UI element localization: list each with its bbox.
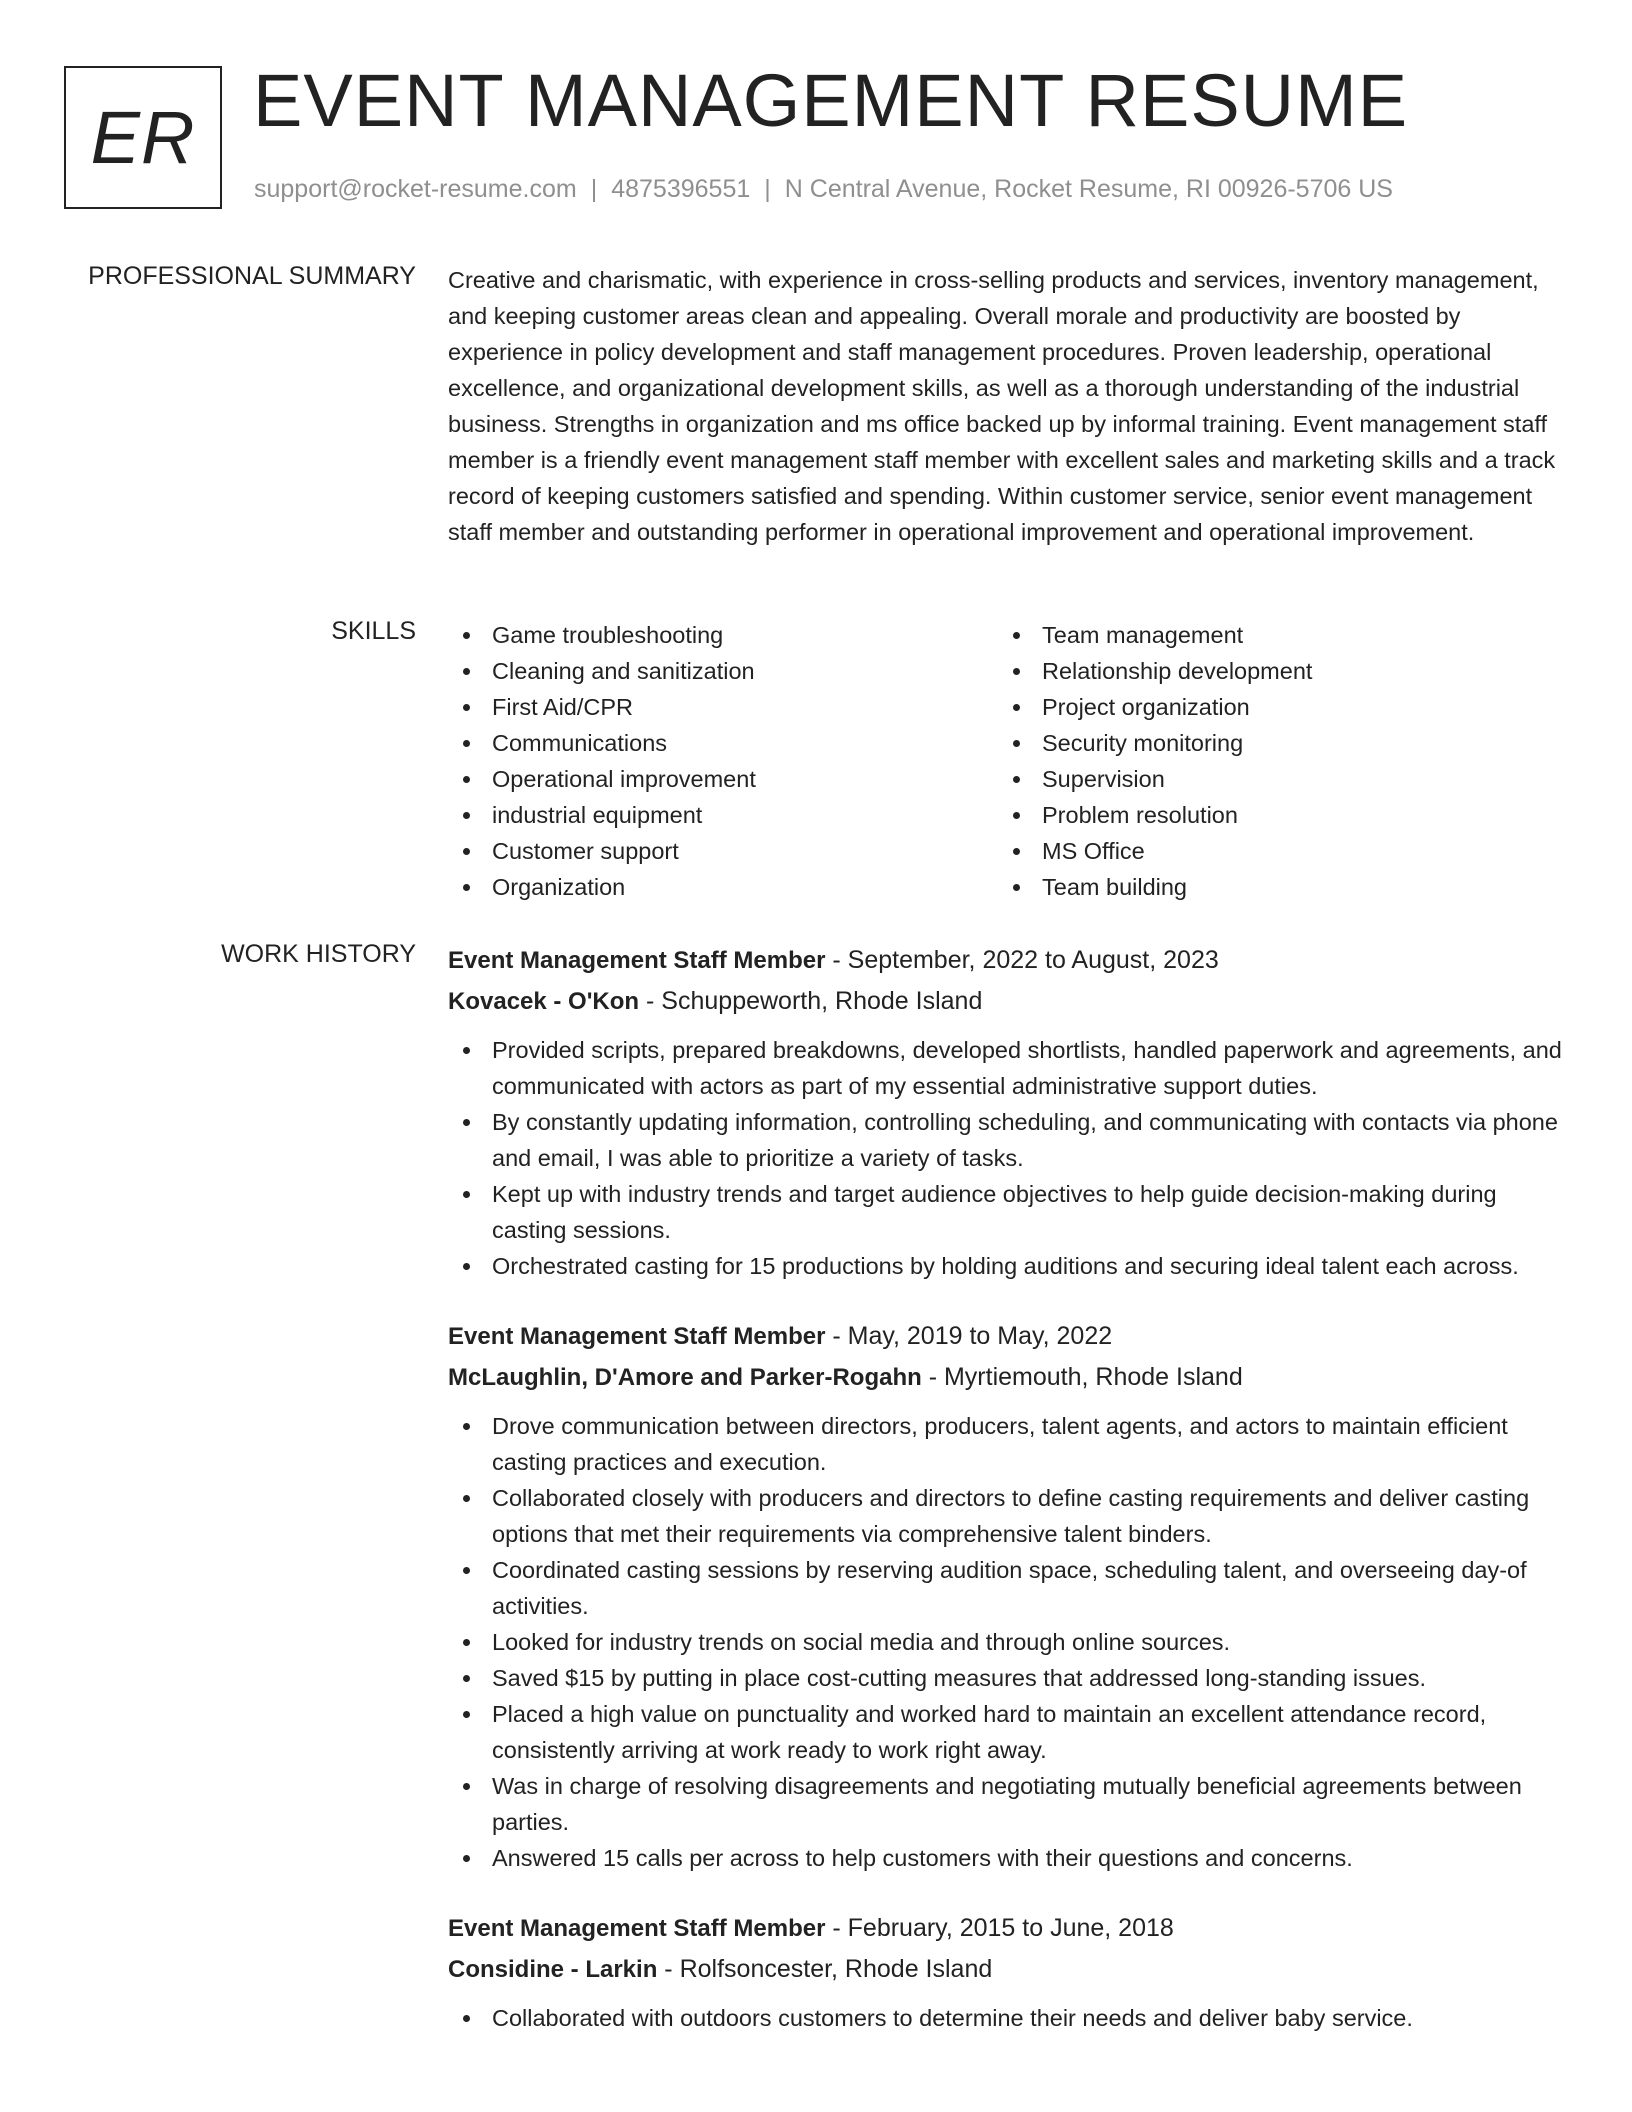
job-title-line <box>448 1908 1568 1949</box>
contact-email[interactable]: support@rocket-resume.com <box>254 175 577 203</box>
job-dates: - February, 2015 to June, 2018 <box>825 1914 1174 1942</box>
contact-separator: | <box>590 175 598 203</box>
skills-list-left <box>448 617 998 905</box>
job-role: Event Management Staff Member <box>448 947 826 974</box>
job-bullets <box>448 1032 1568 1284</box>
skill-item: Cleaning and sanitization <box>448 653 998 689</box>
job-role: Event Management Staff Member <box>448 1323 826 1350</box>
job-location: - Rolfsoncester, Rhode Island <box>657 1955 993 1983</box>
skills-heading: SKILLS <box>331 617 416 645</box>
job-bullet: Placed a high value on punctuality and worked hard to maintain an excellent attendance record, consistently arriving at work ready to work right away. <box>448 1696 1568 1768</box>
contact-line <box>254 175 1393 204</box>
job-bullet: Provided scripts, prepared breakdowns, developed shortlists, handled paperwork and agreements, and communicated with actors as part of my essential administrative support duties. <box>448 1032 1568 1104</box>
job-location: - Myrtiemouth, Rhode Island <box>921 1363 1243 1391</box>
job-entry <box>448 1316 1568 1876</box>
job-company-line <box>448 981 1568 1022</box>
job-bullet: Looked for industry trends on social media and through online sources. <box>448 1624 1568 1660</box>
skills-list-right <box>998 617 1548 905</box>
skill-item: Problem resolution <box>998 797 1548 833</box>
skill-item: Communications <box>448 725 998 761</box>
summary-heading: PROFESSIONAL SUMMARY <box>88 262 416 290</box>
skill-item: Security monitoring <box>998 725 1548 761</box>
job-dates: - September, 2022 to August, 2023 <box>825 946 1219 974</box>
job-location: - Schuppeworth, Rhode Island <box>639 987 983 1015</box>
monogram-initials: ER <box>90 96 196 179</box>
job-company-line <box>448 1357 1568 1398</box>
skill-item: industrial equipment <box>448 797 998 833</box>
summary-text: Creative and charismatic, with experience in cross-selling products and services, inventory management, and keeping customer areas clean and appealing. Overall morale and productivity are boosted by experience in policy development and staff management procedures. Proven leadership, operational excellence, and organizational development skills, as well as a thorough understanding of the industrial business. Strengths in organization and ms office backed up by informal training. Event management staff member is a friendly event management staff member with excellent sales and marketing skills and a track record of keeping customers satisfied and spending. Within customer service, senior event management staff member and outstanding performer in operational improvement and operational improvement. <box>448 267 1556 545</box>
job-bullet: By constantly updating information, controlling scheduling, and communicating with contacts via phone and email, I was able to prioritize a variety of tasks. <box>448 1104 1568 1176</box>
job-title-line <box>448 940 1568 981</box>
job-company: Kovacek - O'Kon <box>448 988 640 1015</box>
contact-phone[interactable]: 4875396551 <box>611 175 751 203</box>
job-title-line <box>448 1316 1568 1357</box>
job-bullet: Orchestrated casting for 15 productions by holding auditions and securing ideal talent each across. <box>448 1248 1568 1284</box>
job-company-line <box>448 1949 1568 1990</box>
contact-separator: | <box>764 175 771 203</box>
skill-item: MS Office <box>998 833 1548 869</box>
summary-body <box>448 262 1568 550</box>
job-bullet: Coordinated casting sessions by reserving audition space, scheduling talent, and overseeing day-of activities. <box>448 1552 1568 1624</box>
monogram-box <box>64 66 222 209</box>
job-company: Considine - Larkin <box>448 1956 658 1983</box>
skill-item: Relationship development <box>998 653 1548 689</box>
job-dates: - May, 2019 to May, 2022 <box>825 1322 1113 1350</box>
skill-item: Game troubleshooting <box>448 617 998 653</box>
work-history-body <box>448 940 1568 2036</box>
job-bullet: Collaborated closely with producers and directors to define casting requirements and deliver casting options that met their requirements via comprehensive talent binders. <box>448 1480 1568 1552</box>
skill-item: First Aid/CPR <box>448 689 998 725</box>
skills-body <box>448 617 1568 905</box>
job-bullet: Drove communication between directors, producers, talent agents, and actors to maintain efficient casting practices and execution. <box>448 1408 1568 1480</box>
job-bullets <box>448 2000 1568 2036</box>
job-role: Event Management Staff Member <box>448 1915 826 1942</box>
resume-title: EVENT MANAGEMENT RESUME <box>253 59 1409 142</box>
job-bullet: Was in charge of resolving disagreements and negotiating mutually beneficial agreements between parties. <box>448 1768 1568 1840</box>
job-bullet: Kept up with industry trends and target audience objectives to help guide decision-making during casting sessions. <box>448 1176 1568 1248</box>
skill-item: Organization <box>448 869 998 905</box>
skill-item: Project organization <box>998 689 1548 725</box>
skill-item: Customer support <box>448 833 998 869</box>
job-entry <box>448 940 1568 1284</box>
contact-address: N Central Avenue, Rocket Resume, RI 00926-5706 US <box>784 175 1393 203</box>
work-history-heading: WORK HISTORY <box>221 940 416 968</box>
skill-item: Operational improvement <box>448 761 998 797</box>
job-bullet: Collaborated with outdoors customers to determine their needs and deliver baby service. <box>448 2000 1568 2036</box>
job-company: McLaughlin, D'Amore and Parker-Rogahn <box>448 1364 922 1391</box>
job-bullet: Answered 15 calls per across to help customers with their questions and concerns. <box>448 1840 1568 1876</box>
job-bullet: Saved $15 by putting in place cost-cutting measures that addressed long-standing issues. <box>448 1660 1568 1696</box>
skill-item: Team management <box>998 617 1548 653</box>
job-entry <box>448 1908 1568 2036</box>
job-bullets <box>448 1408 1568 1876</box>
skills-columns <box>448 617 1568 905</box>
skill-item: Team building <box>998 869 1548 905</box>
skill-item: Supervision <box>998 761 1548 797</box>
